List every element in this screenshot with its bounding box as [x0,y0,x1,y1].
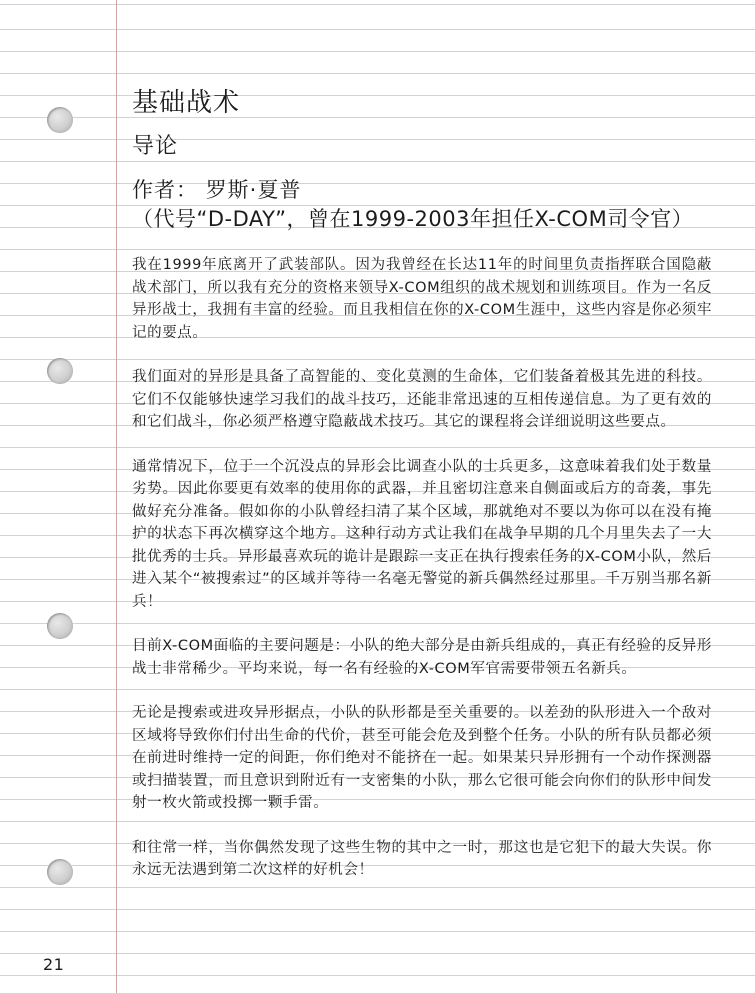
paragraph-2: 我们面对的异形是具备了高智能的、变化莫测的生命体，它们装备着极其先进的科技。它们不仅能够快速学习我们的战斗技巧，还能非常迅速的互相传递信息。为了更有效的和它们战斗，你必须严格遵守隐蔽战术技巧。其它的课程将会详细说明这些要点。 [132,369,712,430]
binder-hole-2 [47,358,73,384]
paragraph-1: 我在1999年底离开了武装部队。因为我曾经在长达11年的时间里负责指挥联合国隐蔽战术部门，所以我有充分的资格来领导X-COM组织的战术规划和训练项目。作为一名反异形战士，我拥有丰富的经验。而且我相信在你的X-COM生涯中，这些内容是你必须牢记的要点。 [132,257,712,341]
page-title: 基础战术 [132,88,241,118]
author-codename: （代号“D-DAY”，曾在1999-2003年担任X-COM司令官） [132,207,694,231]
binder-hole-4 [47,859,73,885]
paragraph-4: 目前X-COM面临的主要问题是：小队的绝大部分是由新兵组成的，真正有经验的反异形战士非常稀少。平均来说，每一名有经验的X-COM军官需要带领五名新兵。 [132,638,712,677]
paragraph-3: 通常情况下，位于一个沉没点的异形会比调查小队的士兵更多，这意味着我们处于数量劣势。因此你要更有效率的使用你的武器，并且密切注意来自侧面或后方的奇袭，事先做好充分准备。假如你的小队曾经扫清了某个区域，那就绝对不要以为你可以在没有掩护的状态下再次横穿这个地方。这种行动方式让我们在战争早期的几个月里失去了一大批优秀的士兵。异形最喜欢玩的诡计是跟踪一支正在执行搜索任务的X-COM小队，然后进入某个“被搜索过”的区域并等待一名毫无警觉的新兵偶然经过那里。千万别当那名新兵！ [132,458,712,610]
binder-hole-1 [47,107,73,133]
page-number: 21 [43,955,65,974]
margin-line [116,0,117,993]
paragraph-6: 和往常一样，当你偶然发现了这些生物的其中之一时，那这也是它犯下的最大失误。你永远无法遇到第二次这样的好机会！ [132,839,712,878]
paragraph-5: 无论是搜索或进攻异形据点，小队的队形都是至关重要的。以差劲的队形进入一个敌对区域将导致你们付出生命的代价，甚至可能会危及到整个任务。小队的所有队员都必须在前进时维持一定的间距，你们绝对不能挤在一起。如果某只异形拥有一个动作探测器或扫描装置，而且意识到附近有一支密集的小队，那么它很可能会向你们的队形中间发射一枚火箭或投掷一颗手雷。 [132,705,712,811]
author-line: 作者： 罗斯·夏普 [132,178,302,202]
page-content [132,86,712,904]
binder-hole-3 [47,613,73,639]
section-heading: 导论 [132,134,179,159]
